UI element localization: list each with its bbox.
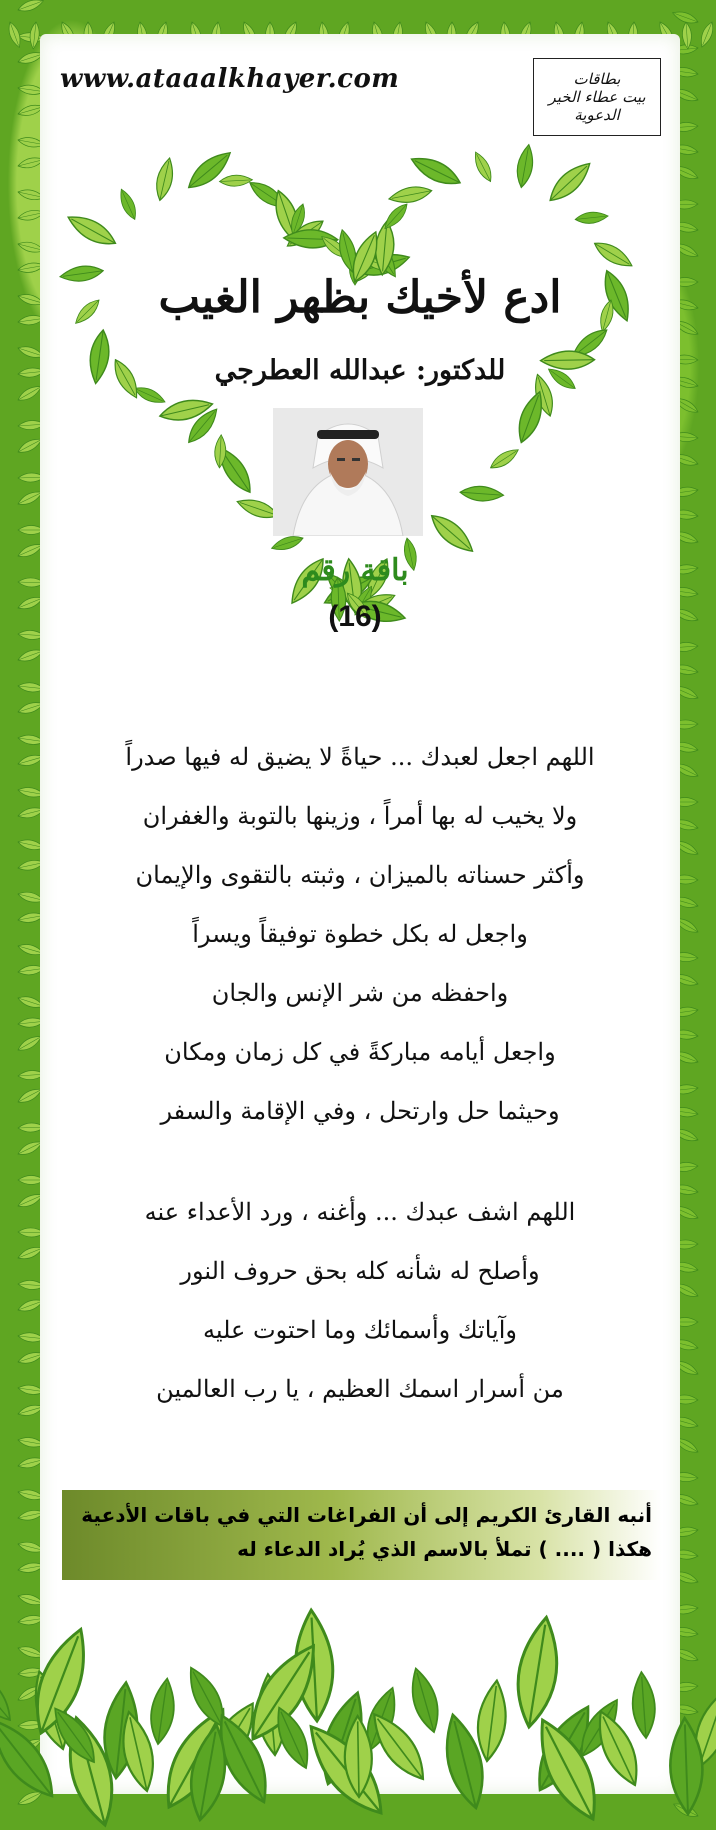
prayer-line: اللهم اشف عبدك ... وأغنه ، ورد الأعداء عنه bbox=[144, 1198, 576, 1226]
leaf-shape bbox=[426, 509, 479, 558]
prayer-line: وحيثما حل وارتحل ، وفي الإقامة والسفر bbox=[160, 1097, 560, 1125]
leaf-shape bbox=[0, 1662, 18, 1727]
prayer-line: وآياتك وأسمائك وما احتوت عليه bbox=[202, 1316, 517, 1344]
prayer-stanza-2 bbox=[120, 1183, 600, 1419]
leaf-shape bbox=[381, 200, 411, 232]
leaf-shape bbox=[183, 146, 236, 194]
leaf-shape bbox=[109, 356, 143, 401]
leaf-shape bbox=[87, 329, 112, 385]
bottom-plants-decoration bbox=[0, 1570, 716, 1830]
prayer-line: واجعل له بكل خطوة توفيقاً ويسراً bbox=[192, 920, 528, 948]
leaf-shape bbox=[488, 445, 522, 472]
prayer-line: من أسرار اسمك العظيم ، يا رب العالمين bbox=[156, 1375, 564, 1403]
heart-leaf-wreath bbox=[55, 130, 655, 680]
prayer-line: واحفظه من شر الإنس والجان bbox=[211, 979, 509, 1007]
leaf-shape bbox=[147, 1677, 178, 1745]
prayer-line: اللهم اجعل لعبدك ... حياةً لا يضيق له فيها صدراً bbox=[125, 743, 595, 771]
leaf-shape bbox=[511, 1614, 565, 1729]
prayer-line: وأكثر حسناته بالميزان ، وثبته بالتقوى والإيمان bbox=[135, 861, 585, 889]
stamp-line-3: الدعوية bbox=[574, 106, 620, 124]
leaf-shape bbox=[544, 157, 596, 207]
leaf-shape bbox=[388, 184, 433, 207]
leaf-shape bbox=[460, 485, 504, 502]
author-photo bbox=[273, 408, 423, 536]
leaf-shape bbox=[591, 237, 636, 272]
leaf-shape bbox=[64, 209, 120, 251]
prayer-stanza-1 bbox=[120, 728, 600, 1141]
leaf-shape bbox=[116, 187, 139, 222]
leaf-shape bbox=[219, 174, 253, 187]
prayer-line: ولا يخيب له بها أمراً ، وزينها بالتوبة والغفران bbox=[142, 802, 578, 830]
leaf-shape bbox=[59, 264, 104, 284]
leaf-shape bbox=[72, 296, 103, 327]
stamp-line-2: بيت عطاء الخير bbox=[548, 88, 646, 106]
prayer-line: وأصلح له شأنه كله بحق حروف النور bbox=[180, 1257, 540, 1285]
note-line-1: أنبه القارئ الكريم إلى أن الفراغات التي في باقات الأدعية bbox=[81, 1503, 652, 1527]
note-line-2: هكذا ( .... ) تملأ بالاسم الذي يُراد الدعاء له bbox=[237, 1537, 652, 1561]
leaf-shape bbox=[474, 1679, 511, 1763]
leaf-shape bbox=[514, 143, 536, 188]
leaf-shape bbox=[630, 1671, 657, 1738]
website-url[interactable]: www.ataaalkhayer.com bbox=[60, 64, 400, 94]
leaf-shape bbox=[133, 383, 168, 406]
publisher-stamp bbox=[533, 58, 661, 136]
card-title: ادع لأخيك بظهر الغيب bbox=[158, 272, 562, 323]
stamp-line-1: بطاقات bbox=[573, 70, 621, 88]
author-name: للدكتور: عبدالله العطرجي bbox=[214, 355, 506, 386]
prayer-line: واجعل أيامه مباركةً في كل زمان ومكان bbox=[164, 1038, 556, 1066]
bundle-number: (16) bbox=[328, 600, 382, 633]
reader-note-banner bbox=[62, 1490, 662, 1580]
leaf-shape bbox=[153, 156, 177, 202]
leaf-shape bbox=[408, 151, 464, 191]
leaf-shape bbox=[471, 150, 496, 184]
leaf-shape bbox=[575, 211, 609, 225]
bundle-label: باقة رقم bbox=[301, 553, 409, 588]
leaf-shape bbox=[405, 1666, 444, 1736]
